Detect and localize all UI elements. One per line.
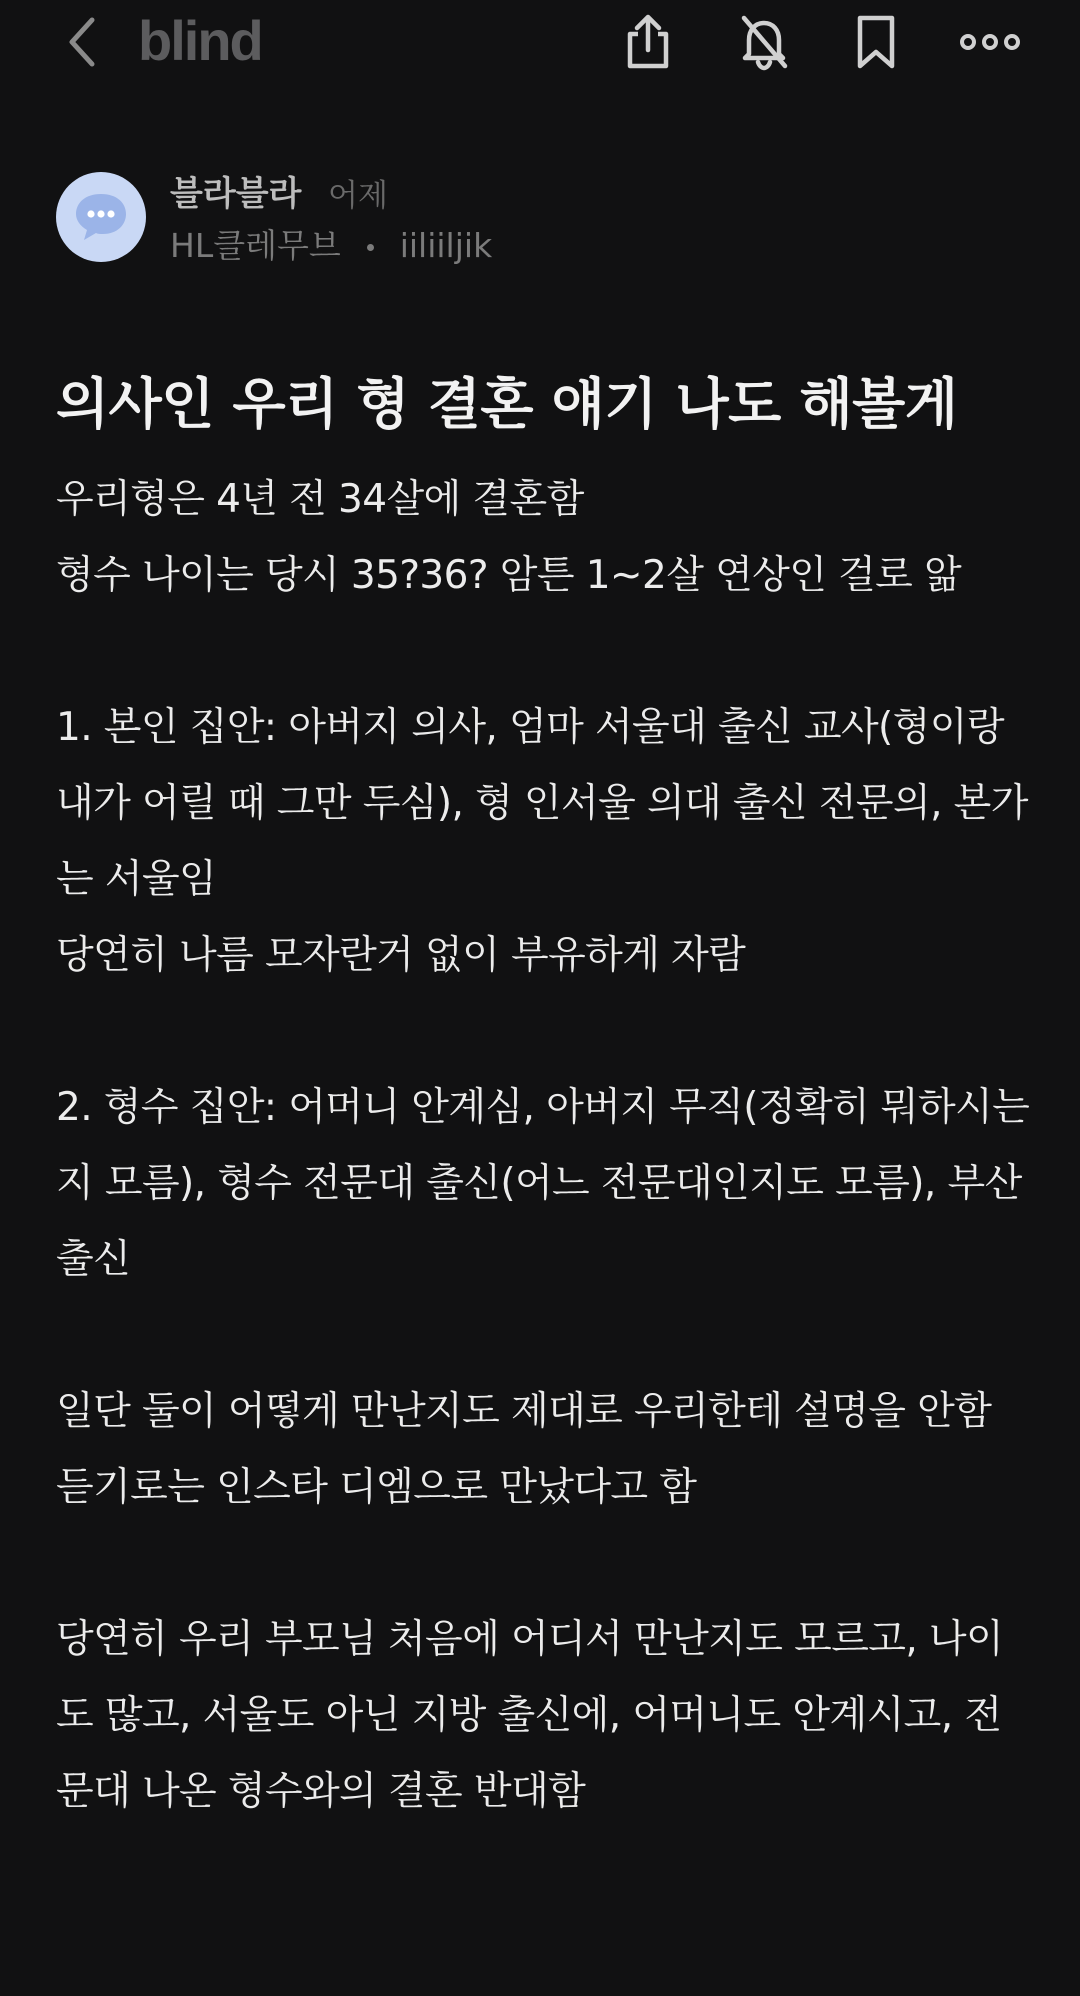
top-app-bar xyxy=(0,0,1080,84)
paragraph-gap xyxy=(56,994,1030,1070)
post-time: 어제 xyxy=(328,178,388,214)
post-title: 의사인 우리 형 결혼 얘기 나도 해볼게 xyxy=(56,372,958,436)
body-line: 우리형은 4년 전 34살에 결혼함 xyxy=(56,477,584,522)
avatar[interactable] xyxy=(56,172,146,262)
chevron-left-icon xyxy=(62,12,102,72)
body-line: 형수 나이는 당시 35?36? 암튼 1~2살 연상인 걸로 앎 xyxy=(56,553,962,598)
more-options-button[interactable] xyxy=(954,6,1026,78)
paragraph-gap xyxy=(56,1526,1030,1602)
bookmark-button[interactable] xyxy=(840,6,912,78)
back-button[interactable] xyxy=(46,6,118,78)
author-meta xyxy=(170,224,492,268)
body-line: 듣기로는 인스타 디엠으로 만났다고 함 xyxy=(56,1465,697,1510)
author-name[interactable]: 블라블라 xyxy=(170,174,302,214)
post-author-section xyxy=(56,172,1036,268)
body-line: 일단 둘이 어떻게 만난지도 제대로 우리한테 설명을 안함 xyxy=(56,1389,992,1434)
paragraph-gap xyxy=(56,1298,1030,1374)
post-body xyxy=(56,462,1030,1830)
chat-bubble-icon xyxy=(72,190,130,244)
share-icon xyxy=(620,12,676,72)
paragraph-gap xyxy=(56,614,1030,690)
author-nickname: iiliiljik xyxy=(399,226,493,265)
bookmark-icon xyxy=(853,12,899,72)
body-line: 2. 형수 집안: 어머니 안계심, 아버지 무직(정확히 뭐하시는 지 모름), 형수 전문대 출신(어느 전문대인지도 모름), 부산 출신 xyxy=(56,1085,1030,1282)
separator-dot xyxy=(367,244,374,251)
more-horizontal-icon xyxy=(958,30,1022,54)
bell-off-icon xyxy=(735,12,793,72)
blind-logo: blind xyxy=(138,9,262,72)
share-button[interactable] xyxy=(612,6,684,78)
body-line: 당연히 우리 부모님 처음에 어디서 만난지도 모르고, 나이도 많고, 서울도 아닌 지방 출신에, 어머니도 안계시고, 전문대 나온 형수와의 결혼 반대함 xyxy=(56,1617,1004,1814)
body-line: 1. 본인 집안: 아버지 의사, 엄마 서울대 출신 교사(형이랑 내가 어릴 때 그만 두심), 형 인서울 의대 출신 전문의, 본가는 서울임 xyxy=(56,705,1028,902)
mute-notifications-button[interactable] xyxy=(728,6,800,78)
author-company[interactable]: HL클레무브 xyxy=(170,226,341,265)
body-line: 당연히 나름 모자란거 없이 부유하게 자람 xyxy=(56,933,746,978)
